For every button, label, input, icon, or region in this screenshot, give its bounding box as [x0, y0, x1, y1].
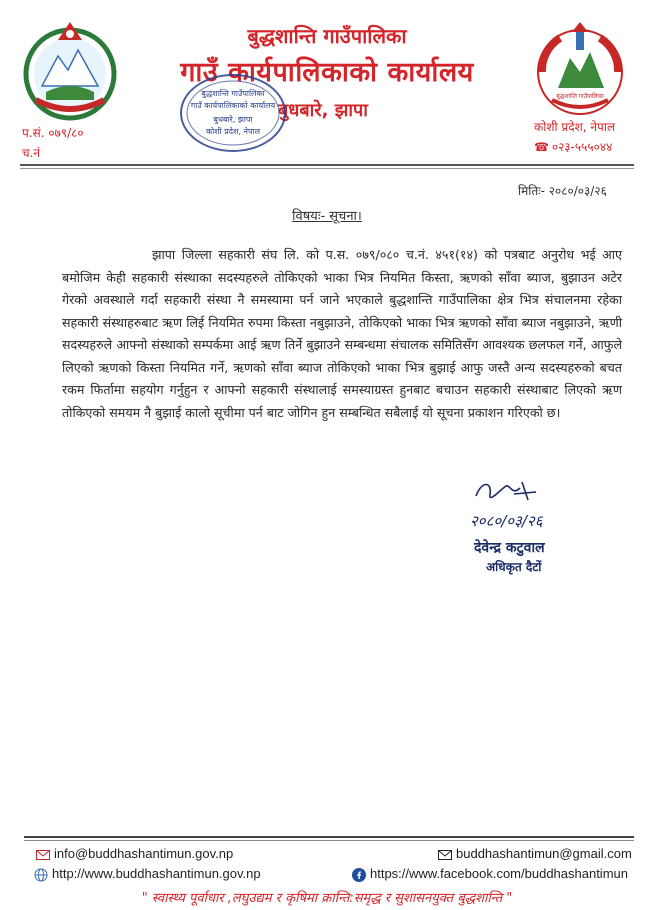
- province-label: कोशी प्रदेश, नेपाल: [534, 120, 616, 134]
- stamp-line-3: बुधबारे, झापा: [213, 115, 253, 124]
- signer-title: अधिकृत दैटों: [486, 560, 542, 574]
- organization-name: बुद्धशान्ति गाउँपालिका: [247, 24, 407, 48]
- footer-facebook[interactable]: [352, 866, 628, 882]
- footer-email-gmail[interactable]: [438, 846, 632, 861]
- footer-divider-thin: [24, 840, 634, 841]
- dispatch-number: च.नं: [22, 146, 41, 160]
- handwritten-signature: [462, 474, 562, 536]
- office-stamp: [178, 72, 288, 154]
- footer-website[interactable]: [34, 866, 261, 882]
- logo-right-caption: बुद्धशान्ति गाउँपालिका: [556, 93, 604, 100]
- footer-divider: [24, 836, 634, 838]
- footer-slogan: " स्वास्थ्य पूर्वाधार ,लघुउद्यम र कृषिमा क्रान्ति:समृद्ध र सुशासनयुक्त बुद्धशान्ति ": [141, 891, 513, 906]
- facebook-icon: [352, 868, 366, 882]
- subject-label: विषयः- सूचना।: [292, 209, 362, 224]
- letter-subject: [0, 206, 654, 224]
- office-address: बुधबारे, झापा: [278, 100, 368, 121]
- phone-number-row: [534, 138, 612, 155]
- header-divider: [20, 164, 634, 166]
- telephone-icon: ☎: [534, 140, 549, 154]
- envelope-icon: [438, 850, 452, 860]
- letter-date: मितिः- २०८०/०३/२६: [518, 184, 607, 198]
- email-official-text: info@buddhashantimun.gov.np: [54, 846, 234, 861]
- facebook-text: https://www.facebook.com/buddhashantimun: [370, 866, 628, 881]
- stamp-line-2: गाउँ कार्यपालिकाको कार्यालय: [190, 101, 276, 110]
- phone-number: ०२३-५५५०४४: [551, 140, 613, 154]
- stamp-line-1: बुद्धशान्ति गाउँपालिका: [201, 89, 265, 98]
- signer-name: देवेन्द्र कटुवाल: [474, 540, 545, 556]
- envelope-icon: [36, 850, 50, 860]
- globe-icon: [34, 868, 48, 882]
- email-gmail-text: buddhashantimun@gmail.com: [456, 846, 632, 861]
- signature-date: २०८०/०३/२६: [470, 512, 543, 530]
- reference-number: प.सं. ०७९/८०: [22, 126, 84, 140]
- stamp-line-4: कोशी प्रदेश, नेपाल: [205, 127, 261, 136]
- header-divider-thin: [20, 168, 634, 169]
- footer-email-official[interactable]: [36, 846, 233, 861]
- office-name: गाउँ कार्यपालिकाको कार्यालय: [180, 57, 474, 88]
- letter-body: झापा जिल्ला सहकारी संघ लि. को प.स. ०७९/०८० च.नं. ४५१(१४) को पत्रबाट अनुरोध भई आए बमोजिम केही सहकारी संस्थाका सदस्यहरुले तोकिएको भाका भित्र नियमित किस्ता, ऋणको साँवा ब्याज, बुझाउन अटेर गेरको अवस्थाले गर्दा सहकारी संस्था नै समस्यामा पर्न जाने भएकाले बुद्धशान्ति गाउँपालिका क्षेत्र भित्र संचालनमा रहेका सहकारी संस्थाहरुबाट ऋण लिई नियमित रुपमा किस्ता नबुझाउने, तोकिएको भाका भित्र ऋणको साँवा ब्याज नबुझाउने, ऋणी सदस्यहरुले आफ्नो संस्थाको सम्पर्कमा आई ऋण तिर्ने बुझाउने सम्बन्धमा संचालक समितिसँग आवश्यक छलफल गर्ने, आफुले लिएको ऋणको किस्ता नियमित गर्ने, ऋणको साँवा ब्याज तोकिएको भाका भित्र बुझाई आफु जस्तै अन्य सदस्यहरुको बचत रकम फिर्तामा सहयोग गर्नुहुन र आफ्नो सहकारी संस्थालाई समस्याग्रस्त हुनबाट बचाउन सहकारी संस्थाबाट लिएको ऋण तोकिएको समयम नै बुझाई कालो सूचीमा पर्न बाट जोगिन हुन सम्बन्धित सबैलाई यो सूचना प्रकाशन गरिएको छ।: [62, 247, 622, 420]
- website-text: http://www.buddhashantimun.gov.np: [52, 866, 261, 881]
